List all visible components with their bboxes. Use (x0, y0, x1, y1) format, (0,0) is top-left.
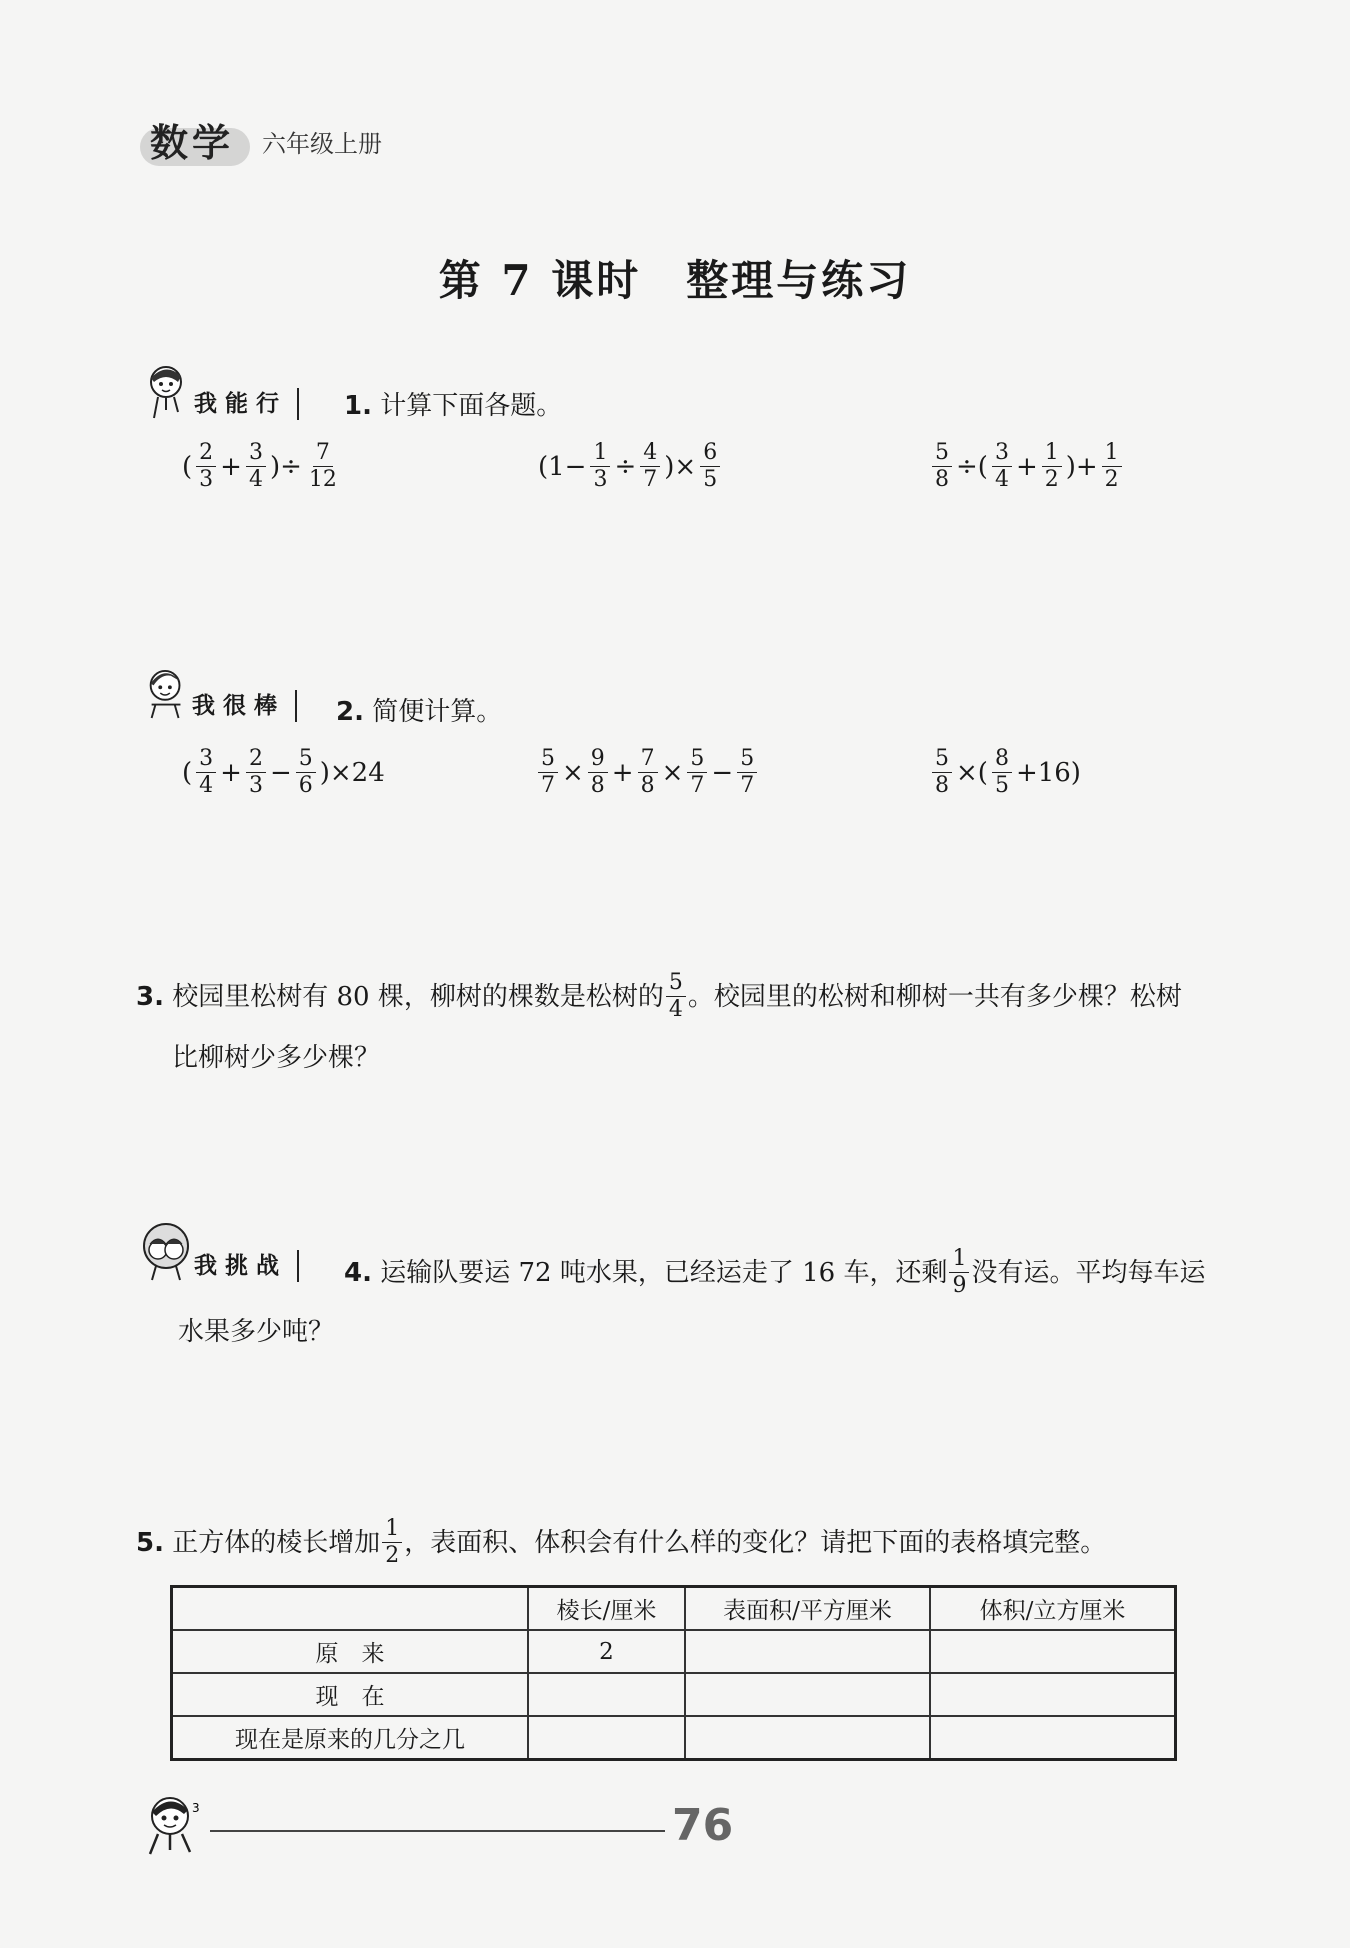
fraction: $\frac{5}{6}$ (296, 746, 316, 799)
fraction: $\frac{1}{9}$ (949, 1246, 969, 1299)
fraction: $\frac{1}{2}$ (382, 1516, 402, 1569)
q2-expr-b: $\frac{5}{7}$ × $\frac{9}{8}$ + $\frac{7}{8}$ × $\frac{5}{7}$ − $\frac{5}{7}$ (536, 746, 759, 799)
fraction: $\frac{9}{8}$ (588, 746, 608, 799)
table-cell (528, 1716, 685, 1760)
question-5: 5. 正方体的棱长增加 $\frac{1}{2}$ ，表面积、体积会有什么样的变化？请把下面的表格填完整。 (136, 1516, 1107, 1568)
badge-challenge (138, 1222, 299, 1282)
fraction: $\frac{5}{7}$ (687, 746, 707, 799)
q1-expr-b: (1− $\frac{1}{3}$ ÷ $\frac{4}{7}$ )× $\frac{6}{5}$ (536, 440, 722, 493)
cartoon-kid-icon (142, 666, 192, 722)
table-header-row (172, 1587, 1176, 1631)
fraction: $\frac{3}{4}$ (196, 746, 216, 799)
lesson-title: 第 7 课时 整理与练习 (438, 256, 912, 305)
question-1: 1. 计算下面各题。 (344, 391, 563, 421)
table-header-cell: 表面积/平方厘米 (685, 1587, 930, 1631)
fraction: $\frac{5}{8}$ (932, 746, 952, 799)
badge-label: 我很棒 (192, 690, 297, 722)
cartoon-kids-icon (138, 1222, 194, 1282)
table-cell (528, 1673, 685, 1716)
table-header-cell (172, 1587, 529, 1631)
table-cell: 现在是原来的几分之几 (172, 1716, 529, 1760)
q2-expr-c: $\frac{5}{8}$ ×( $\frac{8}{5}$ +16) (930, 746, 1083, 799)
fraction: $\frac{7}{8}$ (638, 746, 658, 799)
table-cell: 现 在 (172, 1673, 529, 1716)
fraction: $\frac{1}{3}$ (590, 440, 610, 493)
fraction: $\frac{8}{5}$ (992, 746, 1012, 799)
table-cell (685, 1716, 930, 1760)
question-4: 4. 运输队要运 72 吨水果，已经运走了 16 车，还剩 $\frac{1}{9}$ 没有运。平均每车运 (344, 1246, 1206, 1298)
cube-table (170, 1585, 1177, 1761)
table-row (172, 1716, 1176, 1760)
fraction: $\frac{5}{7}$ (737, 746, 757, 799)
fraction: $\frac{6}{5}$ (700, 440, 720, 493)
fraction: $\frac{2}{3}$ (246, 746, 266, 799)
badge-im-great (142, 666, 297, 722)
table-header-cell: 体积/立方厘米 (930, 1587, 1176, 1631)
cartoon-mascot-icon (140, 1792, 210, 1862)
table-cell (930, 1673, 1176, 1716)
q1-expr-a: ( $\frac{2}{3}$ + $\frac{3}{4}$ )÷ $\frac{7}{12}$ (180, 440, 342, 493)
table-header-cell: 棱长/厘米 (528, 1587, 685, 1631)
table-cell (930, 1716, 1176, 1760)
fraction: $\frac{1}{2}$ (1102, 440, 1122, 493)
table-cell (685, 1630, 930, 1673)
question-3: 3. 校园里松树有 80 棵，柳树的棵数是松树的 $\frac{5}{4}$ 。校园里的松树和柳树一共有多少棵？松树 (136, 970, 1182, 1022)
svg-text:3: 3 (192, 1801, 200, 1815)
cartoon-kid-icon (142, 362, 194, 420)
page-number: 76 (672, 1800, 734, 1851)
table-cell (930, 1630, 1176, 1673)
badge-label: 我能行 (194, 388, 299, 420)
question-4-line2: 水果多少吨？ (178, 1317, 335, 1347)
table-row (172, 1630, 1176, 1673)
fraction: $\frac{5}{8}$ (932, 440, 952, 493)
badge-i-can (142, 362, 299, 420)
badge-label: 我挑战 (194, 1250, 299, 1282)
q2-expr-a: ( $\frac{3}{4}$ + $\frac{2}{3}$ − $\frac{5}{6}$ )×24 (182, 746, 385, 798)
book-subtitle: 六年级上册 (262, 130, 382, 158)
table-cell (685, 1673, 930, 1716)
footer-line (210, 1830, 665, 1832)
table-cell: 原 来 (172, 1630, 529, 1673)
fraction: $\frac{7}{12}$ (308, 440, 337, 492)
book-title: 数学 (150, 121, 235, 165)
fraction: $\frac{3}{4}$ (246, 440, 266, 493)
question-3-line2: 比柳树少多少棵？ (172, 1043, 381, 1073)
fraction: $\frac{5}{4}$ (666, 970, 686, 1023)
table-cell: 2 (528, 1630, 685, 1673)
table-row (172, 1673, 1176, 1716)
fraction: $\frac{4}{7}$ (640, 440, 660, 493)
fraction: $\frac{5}{7}$ (538, 746, 558, 799)
question-2: 2. 简便计算。 (336, 697, 503, 727)
fraction: $\frac{1}{2}$ (1042, 440, 1062, 493)
q1-expr-c: $\frac{5}{8}$ ÷( $\frac{3}{4}$ + $\frac{1}{2}$ )+ $\frac{1}{2}$ (930, 440, 1124, 493)
fraction: $\frac{3}{4}$ (992, 440, 1012, 493)
fraction: $\frac{2}{3}$ (196, 440, 216, 493)
